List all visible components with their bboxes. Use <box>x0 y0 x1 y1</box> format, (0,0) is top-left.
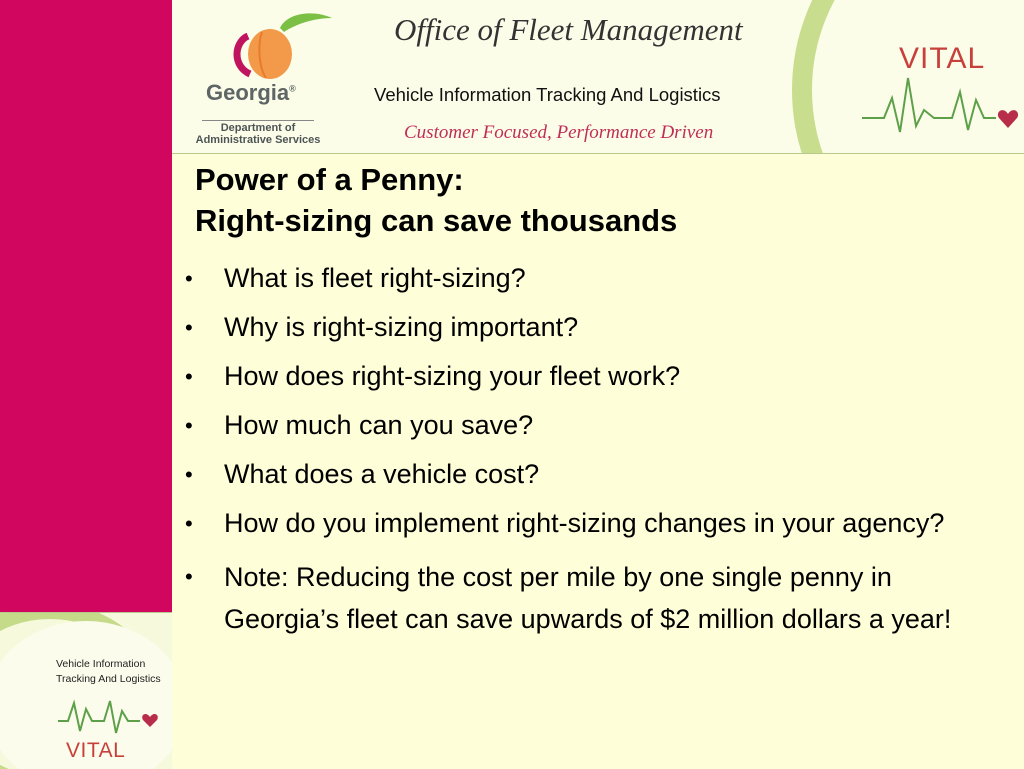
heartbeat-icon <box>862 70 1022 140</box>
left-accent-band <box>0 0 172 612</box>
vital-full-name: Vehicle Information Tracking And Logistics <box>374 84 721 105</box>
heartbeat-icon <box>0 689 172 739</box>
peach-logo-icon <box>222 6 332 86</box>
side-vital-text: VITAL <box>66 739 126 762</box>
side-logo-text <box>56 657 171 687</box>
tagline: Customer Focused, Performance Driven <box>404 122 714 143</box>
note-bullet: • Note: Reducing the cost per mile by one single penny in Georgia’s fleet can save upwards of $2 million dollars a year! <box>185 562 952 634</box>
side-logo-line1: Vehicle Information <box>56 658 146 670</box>
bullet-item: • How does right-sizing your fleet work? <box>185 361 681 391</box>
department-name: Department of Administrative Services <box>195 122 321 146</box>
slide-title <box>195 159 955 241</box>
vital-logo-text: VITAL <box>899 42 986 75</box>
bullet-item: • What is fleet right-sizing? <box>185 263 526 293</box>
bullet-item: • How much can you save? <box>185 410 534 440</box>
bullet-item: • How do you implement right-sizing changes in your agency? <box>185 508 945 538</box>
title-line-1: Power of a Penny: <box>195 162 464 197</box>
bullet-item: • Why is right-sizing important? <box>185 312 579 342</box>
vital-side-logo <box>0 612 172 769</box>
header-banner <box>172 0 1024 154</box>
office-title: Office of Fleet Management <box>394 12 743 47</box>
title-line-2: Right-sizing can save thousands <box>195 203 678 238</box>
bullet-item: • What does a vehicle cost? <box>185 459 540 489</box>
side-logo-line2: Tracking And Logistics <box>56 673 161 685</box>
bullet-list <box>182 258 972 648</box>
georgia-logo-text: Georgia® <box>206 80 296 105</box>
